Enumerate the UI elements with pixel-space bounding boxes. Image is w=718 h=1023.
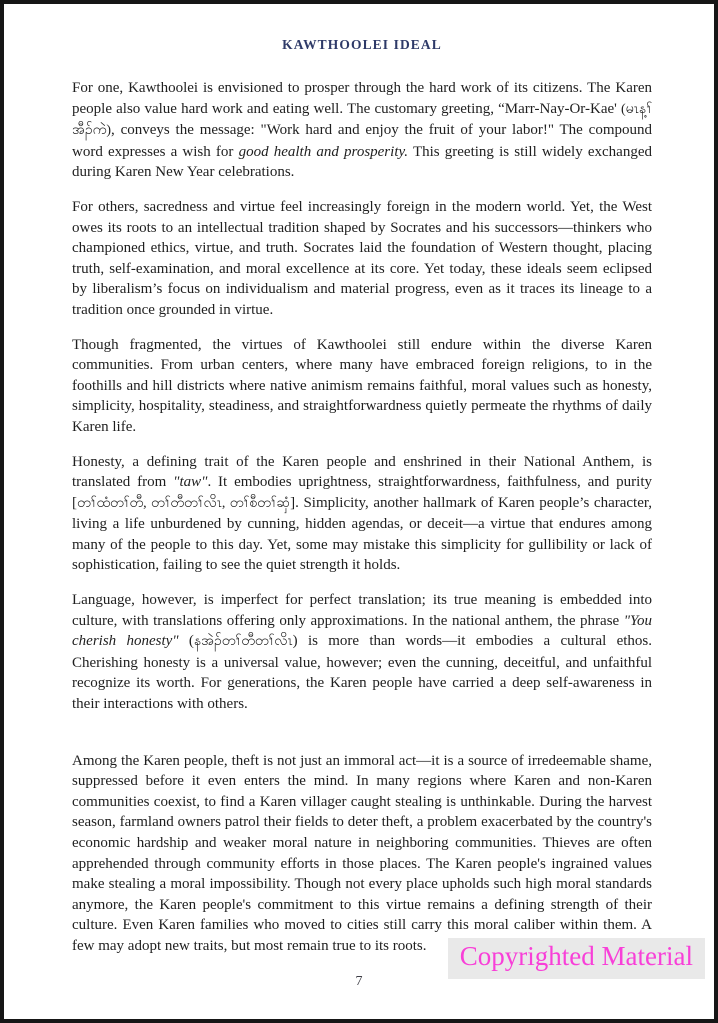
text-run: For others, sacredness and virtue feel increasingly foreign in the modern world. Yet, the West owes its roots to an intellectual tradition shaped by Socrates and his successors—thinkers who championed ethics, virtue, and truth. Socrates laid the foundation of Western thought, placing truth, self-examination, and moral excellence at its core. Yet today, these ideals seem eclipsed by liberalism’s focus on individualism and material progress, even as it traces its lineage to a tradition once grounded in virtue. bbox=[72, 198, 652, 318]
italic-text-run: good health and prosperity. bbox=[238, 143, 409, 160]
copyright-watermark: Copyrighted Material bbox=[448, 938, 705, 979]
paragraph bbox=[72, 78, 652, 183]
text-run: Among the Karen people, theft is not just an immoral act—it is a source of irredeemable shame, suppressed before it even enters the mind. In many regions where Karen and non-Karen communities coexist, to find a Karen villager caught stealing is unthinkable. During the harvest season, farmland owners patrol their fields to deter theft, a problem exacerbated by the country's economic hardship and weaker moral nature in neighboring communities. Thieves are often apprehended through community efforts in those places. The Karen people's ingrained values make stealing a moral impossibility. Though not every place upholds such high moral standards anymore, the Karen people's commitment to this virtue remains a defining strength of their culture. Even Karen families who moved to cities still carry this moral caliber within them. A few may adopt new traits, but most remain true to its roots. bbox=[72, 752, 652, 954]
body-text bbox=[72, 78, 652, 957]
paragraph bbox=[72, 197, 652, 321]
text-run: . It embodies uprightness, straightforwardness, faithfulness, and purity [ bbox=[72, 474, 652, 511]
karen-script-text: တၢ်ထံတၢ်တီ, တၢ်တီတၢ်လိၤ, တၢ်စီတၢ်ဆှံ bbox=[77, 495, 291, 511]
karen-script-text: နအဲၣ်တၢ်တီတၢ်လိၤ bbox=[193, 634, 293, 650]
italic-text-run: "You cherish honesty" bbox=[72, 612, 652, 650]
text-run: ]. Simplicity, another hallmark of Karen people’s character, living a life unburdened by cunning, hidden agendas, or deceit—a virtue that endures among many of the people to this day. Yet, some may mistake this simplicity for gullibility or lack of sophistication, failing to see the quiet strength it holds. bbox=[72, 494, 653, 574]
karen-script-text: (မၤန့ၢ်အီၣ်ကဲ) bbox=[72, 101, 652, 139]
text-run: Honesty, a defining trait of the Karen people and enshrined in their National Anthem, is translated from bbox=[72, 453, 652, 491]
text-run: Though fragmented, the virtues of Kawthoolei still endure within the diverse Karen communities. From urban centers, where many have embraced foreign religions, to in the foothills and hill districts where native animism remains faithful, moral values such as honesty, simplicity, hospitality, steadiness, and straightforwardness quietly permeate the rhythms of daily Karen life. bbox=[72, 336, 652, 435]
paragraph bbox=[72, 452, 652, 577]
document-page bbox=[4, 4, 714, 1019]
page-number: 7 bbox=[355, 974, 363, 989]
text-run: This greeting is still widely exchanged during Karen New Year celebrations. bbox=[72, 143, 652, 181]
text-run: For one, Kawthoolei is envisioned to prosper through the hard work of its citizens. The Karen people also value hard work and eating well. The customary greeting, “Marr-Nay-Or-Kae' bbox=[72, 80, 652, 117]
italic-text-run: "taw" bbox=[173, 474, 208, 491]
paragraph bbox=[72, 590, 652, 715]
text-run: ( bbox=[178, 633, 194, 650]
paragraph bbox=[72, 751, 652, 957]
paragraph bbox=[72, 335, 652, 438]
page-title: KAWTHOOLEI IDEAL bbox=[282, 37, 442, 52]
text-run: Language, however, is imperfect for perfect translation; its true meaning is embedded into culture, with translations offering only approximations. In the national anthem, the phrase bbox=[72, 592, 652, 629]
text-run: , conveys the message: "Work hard and enjoy the fruit of your labor!" The compound word expresses a wish for bbox=[72, 122, 652, 160]
text-run: ) is more than words—it embodies a cultural ethos. Cherishing honesty is a universal value, however; even the cunning, deceitful, and unfaithful recognize its worth. For generations, the Karen people have carried a deep self-awareness in their interactions with others. bbox=[72, 633, 652, 713]
